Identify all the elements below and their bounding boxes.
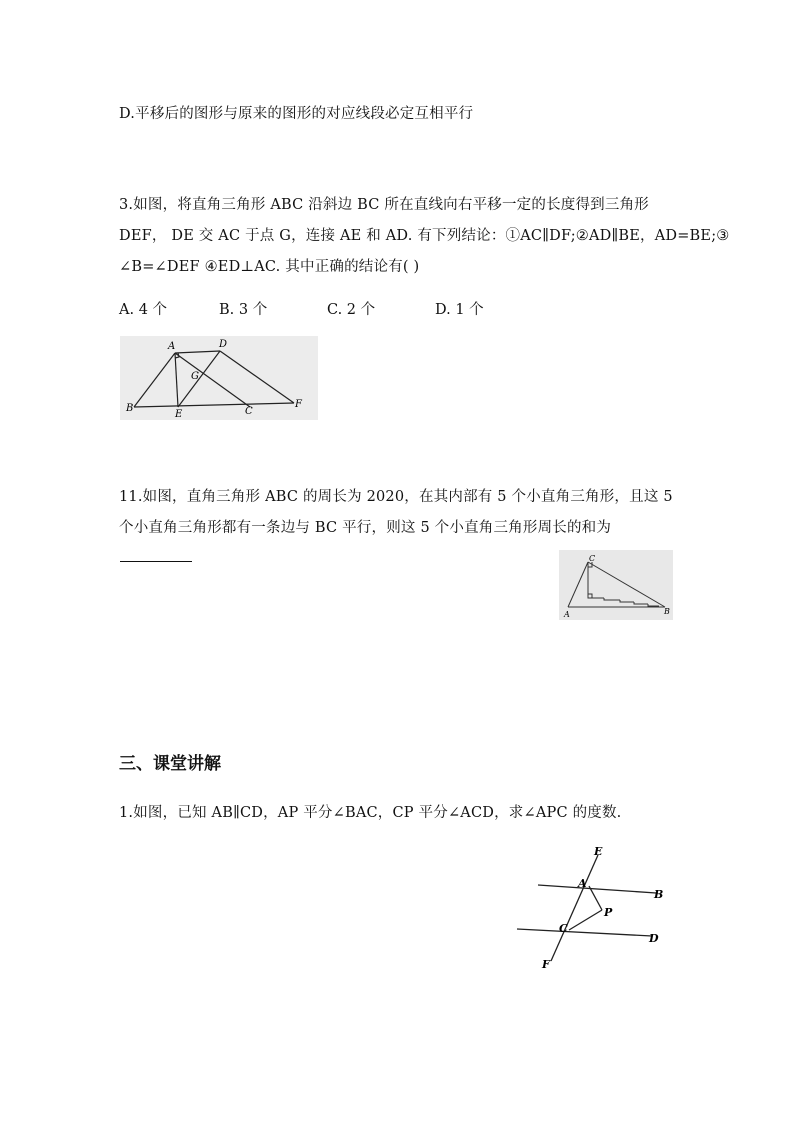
q3-label-b: B (126, 403, 134, 414)
q11-line-1: 11.如图，直角三角形 ABC 的周长为 2020，在其内部有 5 个小直角三角形，且这 5 (119, 489, 673, 505)
s3-label-b: B (654, 888, 664, 901)
q3-label-f: F (295, 399, 302, 410)
s3-label-a: A (578, 877, 587, 890)
s3-label-c: C (559, 922, 568, 935)
q3-label-d: D (219, 339, 228, 350)
q11-answer-blank[interactable] (120, 561, 192, 562)
option-d-text: D.平移后的图形与原来的图形的对应线段必定互相平行 (119, 106, 474, 122)
q11-label-b: B (664, 607, 670, 616)
s3-label-e: E (594, 845, 603, 858)
q3-label-e: E (175, 409, 183, 420)
q3-label-a: A (168, 341, 176, 352)
q11-label-a: A (564, 610, 570, 619)
s3-label-p: P (604, 906, 613, 919)
section-3-heading: 三、课堂讲解 (119, 754, 221, 774)
q11-figure (559, 550, 673, 620)
q11-label-c: C (589, 554, 596, 563)
s3-label-d: D (649, 932, 659, 945)
q3-choice-a: A. 4 个 (119, 302, 168, 318)
q11-line-2: 个小直角三角形都有一条边与 BC 平行，则这 5 个小直角三角形周长的和为 (119, 520, 612, 536)
q3-choice-c: C. 2 个 (327, 302, 376, 318)
q3-label-g: G (191, 371, 199, 382)
q3-choice-b: B. 3 个 (219, 302, 268, 318)
q3-line-1: 3.如图，将直角三角形 ABC 沿斜边 BC 所在直线向右平移一定的长度得到三角形 (119, 197, 649, 213)
q3-label-c: C (245, 406, 253, 417)
q3-figure (120, 336, 318, 420)
s3-label-f: F (542, 958, 550, 971)
q3-choice-d: D. 1 个 (435, 302, 484, 318)
q3-line-2: DEF， DE 交 AC 于点 G，连接 AE 和 AD. 有下列结论：①AC∥DF;②AD∥BE，AD=BE;③ (119, 228, 730, 244)
section-3-q1: 1.如图，已知 AB∥CD，AP 平分∠BAC，CP 平分∠ACD，求∠APC 的度数. (119, 805, 622, 821)
section-3-figure (514, 841, 674, 971)
q3-line-3: ∠B=∠DEF ④ED⊥AC. 其中正确的结论有( ) (119, 259, 420, 275)
